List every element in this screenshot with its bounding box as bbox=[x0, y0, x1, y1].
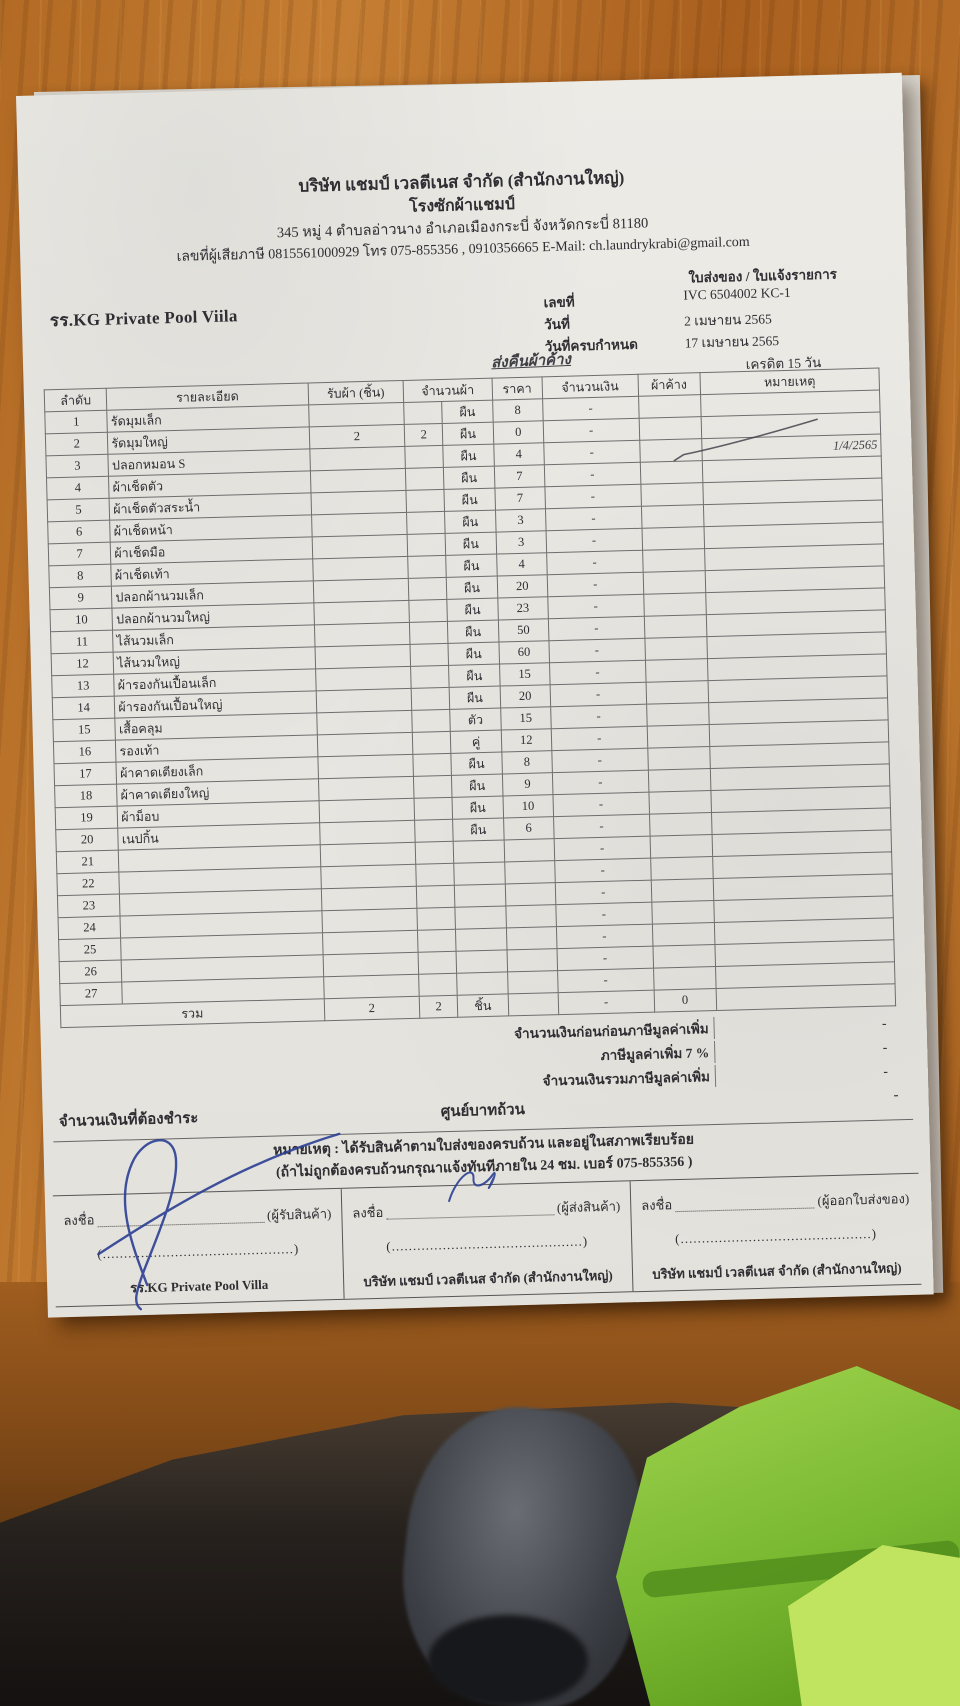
item-desc: ผ้าเช็ดตัวสระน้ำ bbox=[109, 493, 311, 520]
items-table bbox=[44, 367, 896, 1028]
item-pending bbox=[644, 637, 707, 661]
item-desc: ปลอกหมอน S bbox=[108, 449, 310, 476]
item-amount: - bbox=[555, 880, 651, 904]
laundry-name: โรงซักผ้าแชมป์ bbox=[408, 195, 516, 216]
item-unit: ผืน bbox=[444, 466, 495, 489]
item-qty bbox=[418, 929, 457, 952]
item-pending bbox=[648, 769, 711, 793]
item-no: 11 bbox=[51, 630, 114, 654]
item-price: 15 bbox=[500, 707, 551, 730]
item-desc: ผ้าเช็ดเท้า bbox=[111, 559, 313, 586]
item-no: 18 bbox=[55, 784, 118, 808]
item-desc: ผ้าเช็ดมือ bbox=[111, 537, 313, 564]
item-unit: ผืน bbox=[444, 488, 495, 511]
item-price bbox=[507, 949, 558, 972]
grand-total-label: จำนวนเงินรวมภาษีมูลค่าเพิ่ม bbox=[62, 1065, 716, 1104]
total-price bbox=[508, 993, 559, 1016]
item-pending bbox=[652, 923, 715, 947]
delivery-note-paper bbox=[16, 73, 934, 1318]
item-price: 3 bbox=[496, 531, 547, 554]
header-price: ราคา bbox=[492, 377, 543, 400]
item-qty bbox=[414, 775, 453, 798]
item-amount: - bbox=[554, 836, 650, 860]
item-price: 6 bbox=[503, 817, 554, 840]
doc-number-label: เลขที่ bbox=[543, 294, 575, 311]
item-no: 7 bbox=[48, 542, 111, 566]
item-amount: - bbox=[556, 924, 652, 948]
item-price bbox=[506, 905, 557, 928]
item-qty bbox=[405, 445, 444, 468]
item-qty bbox=[410, 643, 449, 666]
item-amount: - bbox=[543, 418, 639, 442]
item-qty bbox=[416, 863, 455, 886]
item-desc: รัดมุมเล็ก bbox=[107, 405, 309, 432]
item-amount: - bbox=[549, 638, 645, 662]
company-name: บริษัท แชมป์ เวลตีเนส จำกัด (สำนักงานใหญ่) bbox=[298, 168, 625, 196]
item-price: 60 bbox=[499, 641, 550, 664]
item-received bbox=[316, 710, 412, 734]
item-pending bbox=[646, 681, 709, 705]
item-no: 25 bbox=[59, 938, 122, 962]
sign-line bbox=[641, 1188, 909, 1216]
item-desc: ผ้าเช็ดตัว bbox=[109, 471, 311, 498]
item-pending bbox=[640, 483, 703, 507]
item-unit: ตัว bbox=[450, 708, 501, 731]
signature-section bbox=[53, 1173, 922, 1308]
item-unit: ผืน bbox=[448, 620, 499, 643]
item-qty bbox=[412, 709, 451, 732]
item-desc: ไส้นวมเล็ก bbox=[113, 625, 315, 652]
item-pending bbox=[653, 966, 716, 990]
item-no: 26 bbox=[59, 960, 122, 984]
item-price bbox=[507, 971, 558, 994]
item-amount: - bbox=[548, 616, 644, 640]
item-received bbox=[321, 886, 417, 910]
item-desc: ผ้ารองกันเปื้อนใหญ่ bbox=[115, 691, 317, 718]
item-pending bbox=[643, 571, 706, 595]
item-amount: - bbox=[550, 682, 646, 706]
item-unit bbox=[455, 884, 506, 907]
item-unit: ผืน bbox=[449, 686, 500, 709]
vat-value: - bbox=[882, 1039, 888, 1055]
item-price bbox=[506, 927, 557, 950]
customer-name: รร.KG Private Pool Viila bbox=[49, 306, 238, 331]
sign-line bbox=[63, 1203, 331, 1231]
item-price: 10 bbox=[503, 795, 554, 818]
doc-due-label: วันที่ครบกำหนด bbox=[544, 336, 639, 355]
item-desc: ไส้นวมใหญ่ bbox=[113, 647, 315, 674]
item-received bbox=[311, 512, 407, 536]
total-amount: - bbox=[558, 990, 654, 1014]
item-amount: - bbox=[552, 748, 648, 772]
item-received bbox=[315, 666, 411, 690]
before-vat-value: - bbox=[881, 1015, 887, 1031]
document-meta bbox=[543, 283, 875, 358]
item-received bbox=[311, 490, 407, 514]
item-desc: ผ้าคาดเตียงใหญ่ bbox=[117, 779, 319, 806]
item-unit: ผืน bbox=[452, 796, 503, 819]
item-qty bbox=[415, 841, 454, 864]
header-pending: ผ้าค้าง bbox=[637, 373, 700, 397]
item-no: 16 bbox=[53, 740, 116, 764]
item-no: 21 bbox=[56, 850, 119, 874]
item-no: 9 bbox=[49, 586, 112, 610]
grand-total-value: - bbox=[883, 1063, 889, 1079]
item-unit: ผืน bbox=[447, 598, 498, 621]
item-received bbox=[317, 754, 413, 778]
signature-block-sender bbox=[341, 1181, 633, 1299]
item-pending bbox=[641, 505, 704, 529]
document-type: ใบส่งของ / ใบแจ้งรายการ bbox=[688, 266, 838, 286]
item-unit: ผืน bbox=[445, 510, 496, 533]
item-pending bbox=[646, 703, 709, 727]
item-no: 27 bbox=[60, 982, 123, 1006]
item-unit bbox=[455, 906, 506, 929]
total-unit: ชิ้น bbox=[458, 994, 509, 1017]
vat-label: ภาษีมูลค่าเพิ่ม 7 % bbox=[61, 1041, 715, 1080]
item-note: 1/4/2565 bbox=[702, 434, 882, 461]
item-no: 1 bbox=[45, 410, 108, 434]
header-no: ลำดับ bbox=[44, 388, 107, 412]
item-amount: - bbox=[545, 484, 641, 508]
item-no: 22 bbox=[57, 872, 120, 896]
item-received bbox=[316, 688, 412, 712]
item-qty bbox=[407, 511, 446, 534]
item-unit: ผืน bbox=[448, 642, 499, 665]
item-qty bbox=[417, 907, 456, 930]
signature-block-receiver bbox=[53, 1189, 344, 1307]
item-received bbox=[319, 820, 415, 844]
item-received bbox=[310, 468, 406, 492]
item-unit: ผืน bbox=[446, 554, 497, 577]
amount-due-value: - bbox=[893, 1087, 899, 1104]
item-price: 8 bbox=[501, 751, 552, 774]
item-qty bbox=[416, 885, 455, 908]
item-no: 8 bbox=[49, 564, 112, 588]
company-address: 345 หมู่ 4 ตำบลอ่าวนาง อำเภอเมืองกระบี่ จังหวัดกระบี่ 81180 bbox=[276, 215, 649, 242]
item-desc: รัดมุมใหญ่ bbox=[108, 427, 310, 454]
item-received bbox=[312, 556, 408, 580]
item-pending bbox=[644, 615, 707, 639]
item-received bbox=[314, 622, 410, 646]
item-pending bbox=[650, 835, 713, 859]
item-desc: ผ้าเช็ดหน้า bbox=[110, 515, 312, 542]
item-qty bbox=[404, 401, 443, 424]
item-unit: ผืน bbox=[443, 444, 494, 467]
sign-label: ลงชื่อ bbox=[641, 1197, 673, 1214]
item-unit bbox=[453, 840, 504, 863]
item-desc: ผ้าคาดเตียงเล็ก bbox=[116, 757, 318, 784]
item-amount: - bbox=[548, 594, 644, 618]
item-desc: เนปกิ้น bbox=[118, 823, 320, 850]
item-qty bbox=[415, 819, 454, 842]
item-received bbox=[312, 534, 408, 558]
item-unit bbox=[456, 950, 507, 973]
item-received bbox=[322, 930, 418, 954]
item-received bbox=[317, 732, 413, 756]
item-qty bbox=[409, 599, 448, 622]
item-pending bbox=[647, 747, 710, 771]
credit-terms: เครดิต 15 วัน bbox=[745, 355, 822, 372]
item-pending bbox=[643, 593, 706, 617]
item-received bbox=[320, 864, 416, 888]
item-price bbox=[504, 839, 555, 862]
item-pending bbox=[642, 549, 705, 573]
item-price: 3 bbox=[495, 509, 546, 532]
item-unit: ผืน bbox=[443, 422, 494, 445]
item-amount: - bbox=[552, 770, 648, 794]
item-unit: ผืน bbox=[445, 532, 496, 555]
foot-shadow bbox=[428, 1615, 588, 1706]
item-pending bbox=[647, 725, 710, 749]
item-amount: - bbox=[551, 726, 647, 750]
item-price: 0 bbox=[493, 421, 544, 444]
item-pending bbox=[645, 659, 708, 683]
sign-label: ลงชื่อ bbox=[63, 1212, 95, 1229]
item-received bbox=[313, 600, 409, 624]
doc-number-value: IVC 6504002 KC-1 bbox=[683, 284, 791, 303]
item-amount: - bbox=[544, 462, 640, 486]
item-no: 6 bbox=[48, 520, 111, 544]
item-price: 20 bbox=[500, 685, 551, 708]
item-price: 23 bbox=[497, 597, 548, 620]
name-paren-line: (.............................................) bbox=[97, 1240, 300, 1262]
signing-org: บริษัท แชมป์ เวลตีเนส จำกัด (สำนักงานใหญ่) bbox=[652, 1260, 902, 1282]
item-pending bbox=[640, 461, 703, 485]
item-no: 4 bbox=[47, 476, 110, 500]
item-received bbox=[313, 578, 409, 602]
item-qty bbox=[412, 731, 451, 754]
item-received bbox=[318, 776, 414, 800]
item-price: 7 bbox=[494, 465, 545, 488]
signature-block-issuer bbox=[630, 1174, 922, 1292]
item-no: 19 bbox=[55, 806, 118, 830]
item-price: 4 bbox=[496, 553, 547, 576]
item-unit bbox=[456, 928, 507, 951]
item-qty bbox=[408, 577, 447, 600]
item-amount: - bbox=[547, 550, 643, 574]
signature-dotted-line bbox=[386, 1202, 554, 1219]
item-no: 2 bbox=[45, 432, 108, 456]
item-no: 14 bbox=[52, 696, 115, 720]
item-price: 12 bbox=[501, 729, 552, 752]
item-qty bbox=[411, 665, 450, 688]
item-no: 12 bbox=[51, 652, 114, 676]
sign-role: (ผู้ออกใบส่งของ) bbox=[817, 1191, 910, 1209]
item-qty bbox=[405, 467, 444, 490]
item-unit: คู่ bbox=[451, 730, 502, 753]
item-no: 10 bbox=[50, 608, 113, 632]
item-price: 4 bbox=[493, 443, 544, 466]
item-qty bbox=[406, 489, 445, 512]
item-price: 7 bbox=[495, 487, 546, 510]
item-unit: ผืน bbox=[449, 664, 500, 687]
item-received bbox=[319, 798, 415, 822]
item-price: 50 bbox=[498, 619, 549, 642]
item-received bbox=[309, 446, 405, 470]
item-qty bbox=[418, 951, 457, 974]
item-unit: ผืน bbox=[442, 400, 493, 423]
item-amount: - bbox=[555, 858, 651, 882]
item-amount: - bbox=[547, 572, 643, 596]
item-pending bbox=[649, 813, 712, 837]
item-pending bbox=[642, 527, 705, 551]
signature-dotted-line bbox=[675, 1195, 815, 1212]
header-received: รับผ้า (ชิ้น) bbox=[308, 380, 404, 404]
signing-org: รร.KG Private Pool Villa bbox=[129, 1276, 269, 1296]
item-pending bbox=[638, 395, 701, 419]
item-qty bbox=[413, 753, 452, 776]
item-pending bbox=[648, 791, 711, 815]
item-pending bbox=[639, 439, 702, 463]
header-qty: จำนวนผ้า bbox=[403, 378, 492, 402]
item-pending bbox=[651, 879, 714, 903]
item-pending bbox=[652, 944, 715, 968]
item-received bbox=[320, 842, 416, 866]
doc-due-value: 17 เมษายน 2565 bbox=[684, 333, 780, 351]
amount-due-label: จำนวนเงินที่ต้องชำระ bbox=[58, 1110, 199, 1131]
item-received bbox=[308, 402, 404, 426]
item-pending bbox=[650, 857, 713, 881]
item-qty bbox=[410, 621, 449, 644]
item-received: 2 bbox=[309, 424, 405, 448]
item-price: 9 bbox=[502, 773, 553, 796]
item-unit bbox=[457, 972, 508, 995]
item-amount: - bbox=[543, 396, 639, 420]
item-unit: ผืน bbox=[452, 774, 503, 797]
item-received bbox=[323, 952, 419, 976]
item-unit: ผืน bbox=[453, 818, 504, 841]
item-qty bbox=[419, 973, 458, 996]
sign-label: ลงชื่อ bbox=[352, 1204, 384, 1221]
item-desc: ผ้ารองกันเปื้อนเล็ก bbox=[114, 669, 316, 696]
amount-in-words: ศูนย์บาทถ้วน bbox=[440, 1102, 526, 1121]
before-vat-label: จำนวนเงินก่อนก่อนภาษีมูลค่าเพิ่ม bbox=[61, 1017, 715, 1056]
item-no: 5 bbox=[47, 498, 110, 522]
sign-role: (ผู้รับสินค้า) bbox=[266, 1206, 332, 1223]
item-no: 23 bbox=[57, 894, 120, 918]
doc-date-label: วันที่ bbox=[543, 316, 571, 333]
total-pending: 0 bbox=[654, 988, 717, 1012]
item-no: 3 bbox=[46, 454, 109, 478]
company-tax-line: เลขที่ผู้เสียภาษี 0815561000929 โทร 075-855356 , 0910356665 E-Mail: ch.laundrykrabi@gmail.com bbox=[176, 234, 750, 265]
item-amount: - bbox=[557, 946, 653, 970]
signature-dotted-line bbox=[97, 1210, 264, 1227]
item-price bbox=[505, 883, 556, 906]
item-received bbox=[323, 974, 419, 998]
total-qty: 2 bbox=[419, 995, 458, 1018]
item-unit bbox=[454, 862, 505, 885]
item-no: 15 bbox=[53, 718, 116, 742]
item-no: 24 bbox=[58, 916, 121, 940]
name-paren-line: (.............................................) bbox=[386, 1233, 589, 1254]
item-desc: ผ้าม็อบ bbox=[117, 801, 319, 828]
item-no: 17 bbox=[54, 762, 117, 786]
handwritten-return-note: ส่งคืนผ้าค้าง bbox=[490, 351, 572, 372]
header-desc: รายละเอียด bbox=[107, 383, 309, 410]
item-amount: - bbox=[558, 968, 654, 992]
total-note bbox=[716, 984, 896, 1011]
item-amount: - bbox=[556, 902, 652, 926]
item-qty bbox=[407, 533, 446, 556]
total-received: 2 bbox=[324, 996, 420, 1020]
item-amount: - bbox=[551, 704, 647, 728]
item-price: 15 bbox=[499, 663, 550, 686]
item-unit: ผืน bbox=[447, 576, 498, 599]
item-amount: - bbox=[553, 814, 649, 838]
signing-org: บริษัท แชมป์ เวลตีเนส จำกัด (สำนักงานใหญ่) bbox=[363, 1267, 613, 1290]
note-line-2: (ถ้าไม่ถูกต้องครบถ้วนกรุณาแจ้งทันทีภายใน 24 ชม. เบอร์ 075-855356 ) bbox=[275, 1154, 693, 1181]
header-note: หมายเหตุ bbox=[700, 368, 880, 395]
items-tbody bbox=[45, 390, 895, 1006]
note-line-1: หมายเหตุ : ได้รับสินค้าตามใบส่งของครบถ้วน และอยู่ในสภาพเรียบร้อย bbox=[273, 1132, 695, 1159]
item-qty bbox=[414, 797, 453, 820]
item-unit: ผืน bbox=[451, 752, 502, 775]
item-amount: - bbox=[546, 528, 642, 552]
item-pending bbox=[651, 901, 714, 925]
item-amount: - bbox=[553, 792, 649, 816]
item-price: 8 bbox=[492, 399, 543, 422]
sign-role: (ผู้ส่งสินค้า) bbox=[556, 1198, 621, 1216]
item-desc: ปลอกผ้านวมเล็ก bbox=[112, 581, 314, 608]
item-desc: ปลอกผ้านวมใหญ่ bbox=[112, 603, 314, 630]
item-no: 13 bbox=[52, 674, 115, 698]
name-paren-line: (.............................................) bbox=[674, 1225, 878, 1247]
item-received bbox=[315, 644, 411, 668]
sign-line bbox=[352, 1196, 620, 1224]
total-label: รวม bbox=[60, 999, 324, 1028]
item-amount: - bbox=[549, 660, 645, 684]
item-amount: - bbox=[545, 506, 641, 530]
item-amount: - bbox=[544, 440, 640, 464]
item-desc: รองเท้า bbox=[116, 735, 318, 762]
item-pending bbox=[639, 417, 702, 441]
item-desc: เสื้อคลุม bbox=[115, 713, 317, 740]
doc-date-value: 2 เมษายน 2565 bbox=[683, 311, 772, 329]
item-qty: 2 bbox=[404, 423, 443, 446]
header-amount: จำนวนเงิน bbox=[542, 374, 638, 398]
item-qty bbox=[408, 555, 447, 578]
item-price bbox=[504, 861, 555, 884]
item-received bbox=[321, 908, 417, 932]
item-price: 20 bbox=[497, 575, 548, 598]
item-no: 20 bbox=[56, 828, 119, 852]
item-qty bbox=[411, 687, 450, 710]
